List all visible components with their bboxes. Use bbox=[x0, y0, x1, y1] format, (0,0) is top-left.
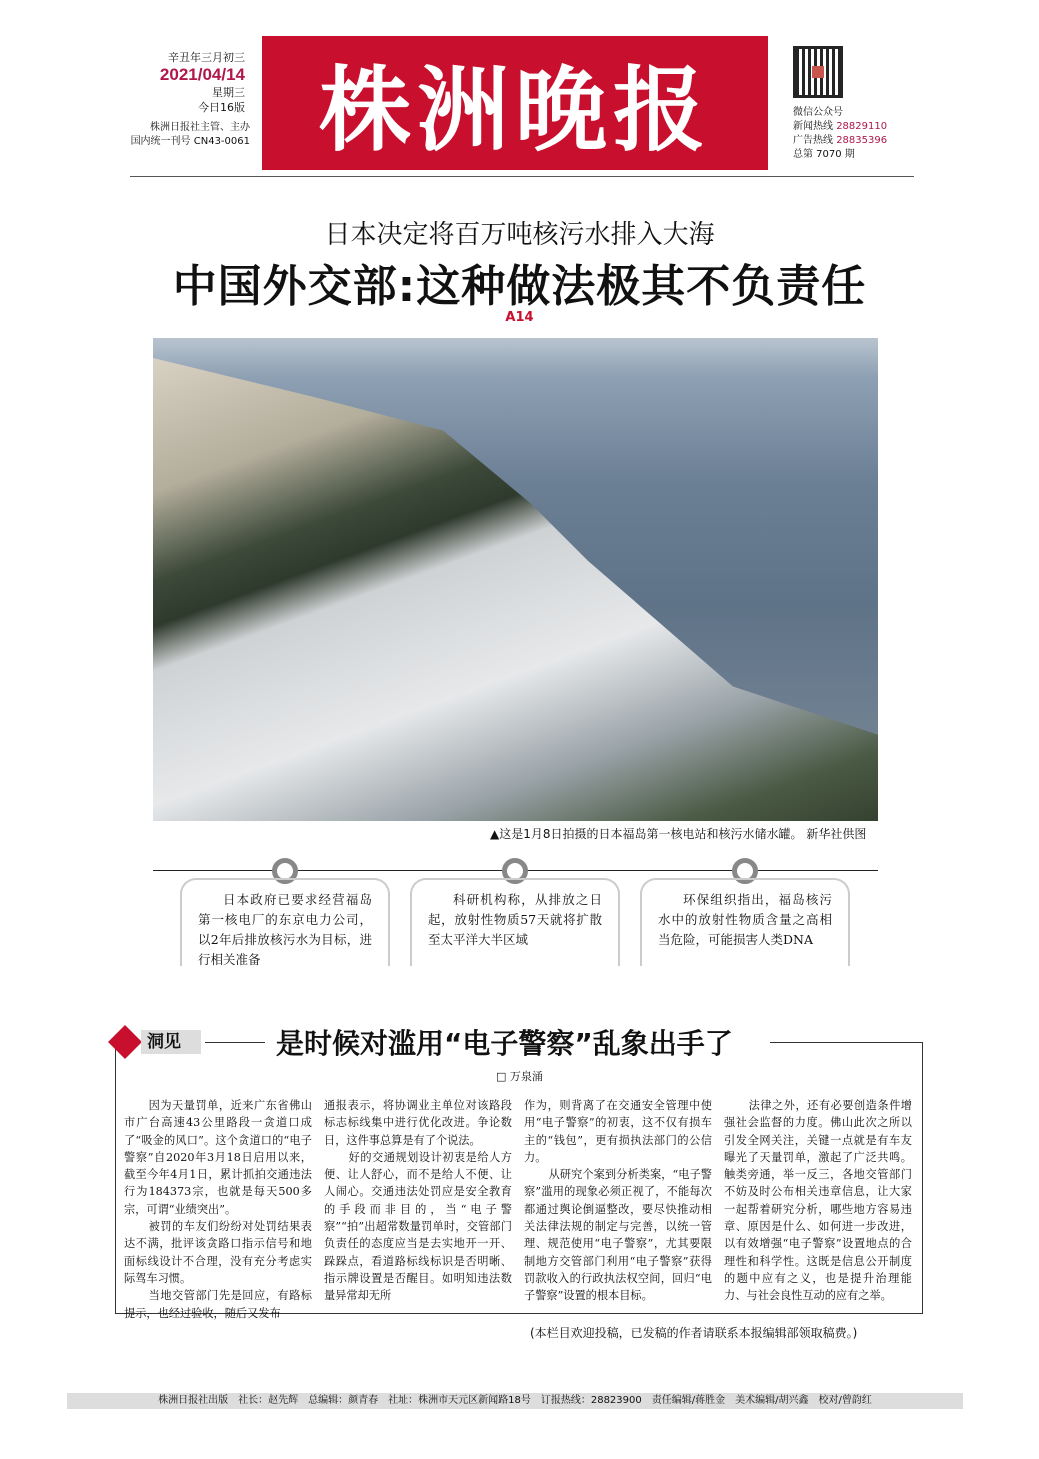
footer-credits: 株洲日报社出版 社长：赵先辉 总编辑：颜青春 社址：株洲市天元区新闻路18号 订报热线：28823900 责任编辑/蒋胜金 美术编辑/胡兴鑫 校对/曾韵红 bbox=[67, 1393, 963, 1409]
column-title[interactable]: 是时候对滥用“电子警察”乱象出手了 bbox=[270, 1022, 739, 1062]
section-label: 洞见 bbox=[141, 1030, 201, 1054]
key-point bbox=[640, 878, 850, 966]
page-count: 今日16版 bbox=[198, 101, 245, 114]
news-hotline-label: 新闻热线 bbox=[793, 121, 833, 132]
key-point-text: 环保组织指出，福岛核污水中的放射性物质含量之高相当危险，可能损害人类DNA bbox=[658, 892, 832, 947]
paragraph: 被罚的车友们纷纷对处罚结果表达不满，批评该贪路口指示信号和地面标线设计不合理，没有充分考虑实际驾车习惯。 bbox=[124, 1220, 312, 1285]
issue-date: 2021/04/14 bbox=[159, 65, 245, 84]
news-hotline: 28829110 bbox=[836, 121, 888, 132]
paragraph: 好的交通规划设计初衷是给人方便、让人舒心，而不是给人不便、让人闹心。交通违法处罚应是安全教育的手段而非目的，当“电子警察”“拍”出超常数量罚单时，交管部门负责任的态度应当是去实地开一开、跺跺点，看道路标线标识是否明晰、指示牌设置是否醒目。如明知违法数量异常却无所 bbox=[324, 1150, 512, 1303]
key-point-text: 科研机构称，从排放之日起，放射性物质57天就将扩散至太平洋大半区域 bbox=[428, 892, 602, 947]
masthead-info-right bbox=[793, 106, 887, 162]
key-point bbox=[180, 878, 390, 966]
text-column bbox=[124, 1097, 312, 1322]
masthead-divider bbox=[130, 176, 914, 177]
diamond-icon bbox=[108, 1025, 142, 1059]
paragraph: 从研究个案到分析类案，“电子警察”滥用的现象必须正视了，不能每次都通过舆论倒逼整改，要尽快推动相关法律法规的制定与完善，以统一管理、规范使用“电子警察”，尤其要限制地方交管部门利用“电子警察”获得罚款收入的行政执法权空间，回归“电子警察”设置的根本目标。 bbox=[524, 1168, 712, 1303]
text-column bbox=[524, 1097, 712, 1305]
key-point bbox=[410, 878, 620, 966]
lead-photo bbox=[153, 338, 878, 821]
paragraph: 通报表示，将协调业主单位对该路段标志标线集中进行优化改进。争论数日，这件事总算是有了个说法。 bbox=[324, 1099, 512, 1147]
masthead-info-left bbox=[130, 50, 250, 149]
issue-number: 总第 7070 期 bbox=[793, 149, 855, 160]
cn-number: 国内统一刊号 CN43-0061 bbox=[130, 136, 250, 147]
paragraph: 当地交管部门先是回应，有路标提示，也经过验收，随后又发布 bbox=[124, 1289, 312, 1320]
title-rule bbox=[205, 1042, 265, 1043]
masthead-logo bbox=[262, 36, 768, 170]
title-rule bbox=[770, 1042, 923, 1043]
ad-hotline-label: 广告热线 bbox=[793, 135, 833, 146]
paragraph: 作为，则背离了在交通安全管理中使用“电子警察”的初衷，这不仅有损车主的“钱包”，更有损执法部门的公信力。 bbox=[524, 1099, 712, 1164]
page-reference[interactable]: A14 bbox=[505, 310, 534, 325]
paragraph: 因为天量罚单，近来广东省佛山市广台高速43公里路段一贪道口成了“吸金的风口”。这个贪道口的“电子警察”自2020年3月18日启用以来，截至今年4月1日，累计抓拍交通违法行为184373宗，也就是每天500多宗，可谓“业绩突出”。 bbox=[124, 1099, 312, 1216]
lunar-date: 辛丑年三月初三 bbox=[168, 51, 245, 64]
sponsor: 株洲日报社主管、主办 bbox=[150, 122, 250, 133]
key-point-text: 日本政府已要求经营福岛第一核电厂的东京电力公司，以2年后排放核污水为目标，进行相关准备 bbox=[198, 892, 372, 967]
section-tag bbox=[105, 1026, 205, 1058]
text-column bbox=[724, 1097, 912, 1305]
paragraph: 法律之外，还有必要创造条件增强社会监督的力度。佛山此次之所以引发全网关注，关键一点就是有车友曝光了天量罚单，激起了广泛共鸣。触类旁通，举一反三，各地交管部门不妨及时公布相关违章信息，让大家一起帮着研究分析，哪些地方容易违章、原因是什么、如何进一步改进，以有效增强“电子警察”设置地点的合理性和科学性。这既是信息公开制度的题中应有之义，也是提升治理能力、与社会良性互动的应有之举。 bbox=[724, 1099, 912, 1303]
photo-landscape bbox=[153, 358, 878, 821]
submission-note: (本栏目欢迎投稿，已发稿的作者请联系本报编辑部领取稿费。) bbox=[530, 1326, 858, 1340]
photo-caption: ▲这是1月8日拍摄的日本福岛第一核电站和核污水储水罐。 新华社供图 bbox=[490, 827, 867, 841]
lead-subheadline: 日本决定将百万吨核污水排入大海 bbox=[324, 220, 715, 250]
byline: □ 万泉涌 bbox=[496, 1070, 543, 1083]
weekday: 星期三 bbox=[212, 86, 245, 99]
newspaper-title: 株洲晚报 bbox=[318, 56, 711, 164]
wechat-label: 微信公众号 bbox=[793, 107, 843, 118]
qr-code-icon bbox=[793, 46, 843, 98]
lead-headline[interactable]: 中国外交部:这种做法极其不负责任 bbox=[172, 261, 867, 312]
text-column bbox=[324, 1097, 512, 1305]
ad-hotline: 28835396 bbox=[836, 135, 888, 146]
